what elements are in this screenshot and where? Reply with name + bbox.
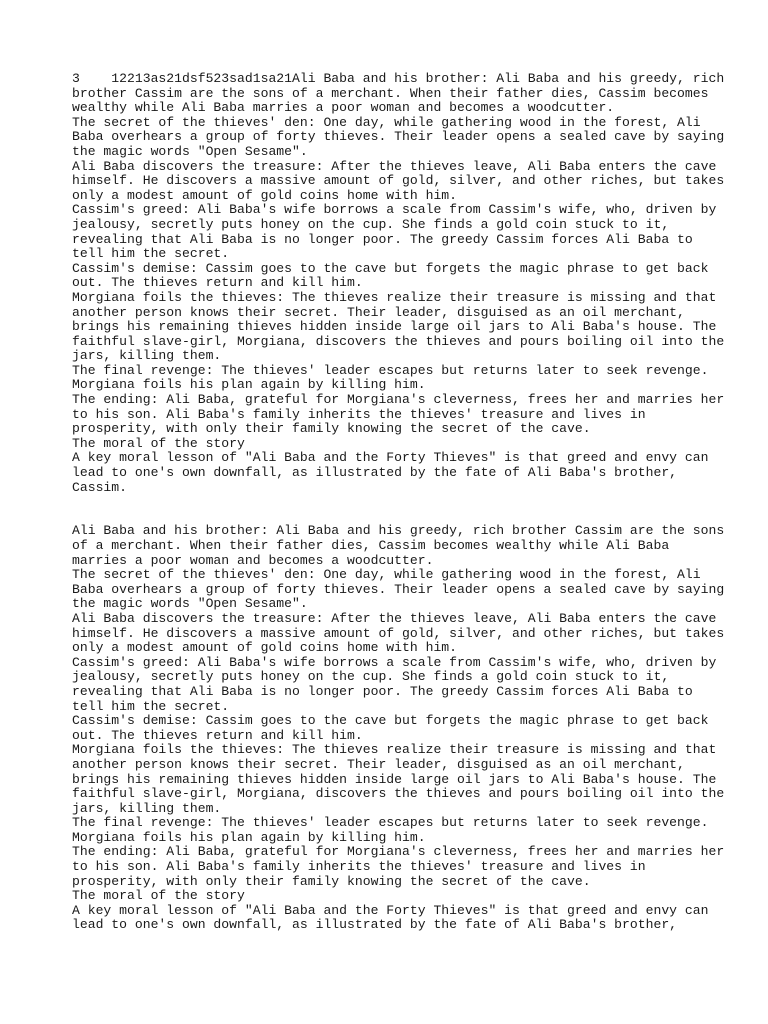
text-line: brings his remaining thieves hidden inside large oil jars to Ali Baba's house. The	[72, 771, 717, 787]
text-line: only a modest amount of gold coins home with him.	[72, 640, 458, 656]
text-line: The secret of the thieves' den: One day, while gathering wood in the forest, Ali	[72, 567, 701, 583]
text-line: prosperity, with only their family knowing the secret of the cave.	[72, 421, 591, 437]
text-line: himself. He discovers a massive amount of gold, silver, and other riches, but takes	[72, 625, 725, 641]
text-line: The final revenge: The thieves' leader escapes but returns later to seek revenge.	[72, 362, 709, 378]
section-spacer	[72, 495, 732, 524]
text-line: prosperity, with only their family knowing the secret of the cave.	[72, 873, 591, 889]
text-line: Ali Baba discovers the treasure: After the thieves leave, Ali Baba enters the cave	[72, 610, 717, 626]
text-line: Cassim's greed: Ali Baba's wife borrows a scale from Cassim's wife, who, driven by	[72, 202, 717, 218]
text-line: jealousy, secretly puts honey on the cup. She finds a gold coin stuck to it,	[72, 216, 670, 232]
text-line: The secret of the thieves' den: One day, while gathering wood in the forest, Ali	[72, 114, 701, 130]
text-line: Baba overhears a group of forty thieves. Their leader opens a sealed cave by saying	[72, 581, 725, 597]
text-line: The final revenge: The thieves' leader escapes but returns later to seek revenge.	[72, 815, 709, 831]
text-line: Cassim's demise: Cassim goes to the cave but forgets the magic phrase to get back	[72, 713, 709, 729]
text-section-2	[72, 524, 732, 933]
text-section-1	[72, 72, 732, 495]
text-line: The ending: Ali Baba, grateful for Morgiana's cleverness, frees her and marries her	[72, 844, 725, 860]
text-line: another person knows their secret. Their leader, disguised as an oil merchant,	[72, 304, 685, 320]
text-line: tell him the secret.	[72, 246, 230, 262]
text-line: The moral of the story	[72, 888, 245, 904]
text-line: faithful slave-girl, Morgiana, discovers the thieves and pours boiling oil into the	[72, 786, 725, 802]
text-line: the magic words "Open Sesame".	[72, 143, 308, 159]
text-line: The moral of the story	[72, 435, 245, 451]
text-line: faithful slave-girl, Morgiana, discovers the thieves and pours boiling oil into the	[72, 333, 725, 349]
text-line: Cassim.	[72, 479, 128, 495]
text-line: out. The thieves return and kill him.	[72, 727, 363, 743]
text-line: jars, killing them.	[72, 348, 222, 364]
text-line: 3 12213as21dsf523sad1sa21Ali Baba and his brother: Ali Baba and his greedy, rich	[72, 71, 725, 86]
text-line: another person knows their secret. Their leader, disguised as an oil merchant,	[72, 756, 685, 772]
text-line: brother Cassim are the sons of a merchant. When their father dies, Cassim becomes	[72, 85, 709, 101]
text-line: Ali Baba discovers the treasure: After the thieves leave, Ali Baba enters the cave	[72, 158, 717, 174]
text-line: Morgiana foils the thieves: The thieves realize their treasure is missing and that	[72, 289, 717, 305]
text-line: brings his remaining thieves hidden inside large oil jars to Ali Baba's house. The	[72, 319, 717, 335]
text-line: revealing that Ali Baba is no longer poor. The greedy Cassim forces Ali Baba to	[72, 683, 693, 699]
text-line: jealousy, secretly puts honey on the cup. She finds a gold coin stuck to it,	[72, 669, 670, 685]
text-line: out. The thieves return and kill him.	[72, 275, 363, 291]
text-line: lead to one's own downfall, as illustrated by the fate of Ali Baba's brother,	[72, 465, 678, 481]
text-line: revealing that Ali Baba is no longer poor. The greedy Cassim forces Ali Baba to	[72, 231, 693, 247]
text-line: Morgiana foils the thieves: The thieves realize their treasure is missing and that	[72, 742, 717, 758]
text-line: only a modest amount of gold coins home with him.	[72, 187, 458, 203]
text-line: lead to one's own downfall, as illustrated by the fate of Ali Baba's brother,	[72, 917, 678, 933]
text-line: himself. He discovers a massive amount of gold, silver, and other riches, but takes	[72, 173, 725, 189]
text-line: to his son. Ali Baba's family inherits the thieves' treasure and lives in	[72, 406, 646, 422]
text-line: the magic words "Open Sesame".	[72, 596, 308, 612]
document-page	[72, 72, 732, 933]
text-line: marries a poor woman and becomes a woodcutter.	[72, 552, 434, 568]
text-line: Morgiana foils his plan again by killing him.	[72, 377, 426, 393]
text-line: Baba overhears a group of forty thieves. Their leader opens a sealed cave by saying	[72, 129, 725, 145]
text-line: A key moral lesson of "Ali Baba and the Forty Thieves" is that greed and envy can	[72, 450, 709, 466]
text-line: of a merchant. When their father dies, Cassim becomes wealthy while Ali Baba	[72, 538, 670, 553]
text-line: Cassim's demise: Cassim goes to the cave but forgets the magic phrase to get back	[72, 260, 709, 276]
text-line: tell him the secret.	[72, 698, 230, 714]
text-line: Cassim's greed: Ali Baba's wife borrows a scale from Cassim's wife, who, driven by	[72, 654, 717, 670]
text-line: jars, killing them.	[72, 800, 222, 816]
text-line: to his son. Ali Baba's family inherits the thieves' treasure and lives in	[72, 859, 646, 875]
text-line: A key moral lesson of "Ali Baba and the Forty Thieves" is that greed and envy can	[72, 902, 709, 918]
text-line: Morgiana foils his plan again by killing him.	[72, 829, 426, 845]
text-line: Ali Baba and his brother: Ali Baba and his greedy, rich brother Cassim are the sons	[72, 523, 725, 539]
text-line: The ending: Ali Baba, grateful for Morgiana's cleverness, frees her and marries her	[72, 392, 725, 408]
text-line: wealthy while Ali Baba marries a poor woman and becomes a woodcutter.	[72, 100, 615, 116]
